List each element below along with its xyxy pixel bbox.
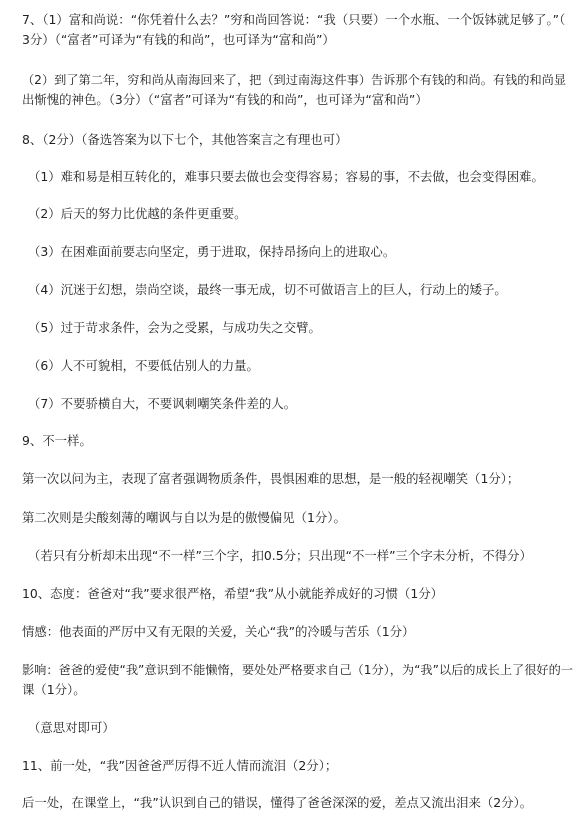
q8-option-2: （2）后天的努力比优越的条件更重要。 xyxy=(28,206,247,221)
q7-answer-2-line-1: （2）到了第二年，穷和尚从南海回来了，把（到过南海这件事）告诉那个有钱的和尚。有钱的和尚显 xyxy=(22,73,567,87)
q10-influence-line-2: 课（1分）。 xyxy=(22,682,86,697)
q10-note: （意思对即可） xyxy=(28,720,115,735)
q7-answer-1-line-1: 7、（1）富和尚说：“你凭着什么去？”穷和尚回答说：“我（只要）一个水瓶、一个饭钵就足够了。”（ xyxy=(22,12,566,27)
q8-option-5: （5）过于苛求条件，会为之受累，与成功失之交臂。 xyxy=(28,320,321,335)
q9-first-analysis: 第一次以问为主，表现了富者强调物质条件，畏惧困难的思想，是一般的轻视嘲笑（1分）； xyxy=(22,471,520,486)
q9-grading-note: （若只有分析却未出现“不一样”三个字，扣0.5分；只出现“不一样”三个字未分析，不得分） xyxy=(28,548,532,563)
q9-second-analysis: 第二次则是尖酸刻薄的嘲讽与自以为是的傲慢偏见（1分）。 xyxy=(22,510,346,525)
q9-heading: 9、不一样。 xyxy=(22,433,92,448)
q8-heading: 8、（2分）（备选答案为以下七个，其他答案言之有理也可） xyxy=(22,132,348,147)
q8-option-4: （4）沉迷于幻想，崇尚空谈，最终一事无成，切不可做语言上的巨人，行动上的矮子。 xyxy=(28,282,507,297)
q8-option-6: （6）人不可貌相，不要低估别人的力量。 xyxy=(28,358,259,373)
q7-answer-2-line-2: 出惭愧的神色。（3分）（“富者”可译为“有钱的和尚”，也可译为“富和尚”） xyxy=(22,92,428,107)
q10-influence-line-1: 影响：爸爸的爱使“我”意识到不能懒惰，要处处严格要求自己（1分），为“我”以后的成长上了很好的一 xyxy=(22,663,573,677)
q10-emotion: 情感：他表面的严厉中又有无限的关爱，关心“我”的冷暖与苦乐（1分） xyxy=(22,624,415,639)
q8-option-1: （1）难和易是相互转化的，难事只要去做也会变得容易；容易的事，不去做，也会变得困难。 xyxy=(28,169,544,184)
q11-first: 11、前一处，“我”因爸爸严厉得不近人情而流泪（2分）； xyxy=(22,758,338,773)
q8-option-7: （7）不要骄横自大，不要讽刺嘲笑条件差的人。 xyxy=(28,396,297,411)
q11-second: 后一处，在课堂上，“我”认识到自己的错误，懂得了爸爸深深的爱，差点又流出泪来（2分）。 xyxy=(22,795,533,810)
q7-answer-1-line-2: 3分）（“富者”可译为“有钱的和尚”，也可译为“富和尚”） xyxy=(22,32,335,47)
q8-option-3: （3）在困难面前要志向坚定，勇于进取，保持昂扬向上的进取心。 xyxy=(28,244,396,259)
q10-attitude: 10、态度：爸爸对“我”要求很严格，希望“我”从小就能养成好的习惯（1分） xyxy=(22,586,444,601)
